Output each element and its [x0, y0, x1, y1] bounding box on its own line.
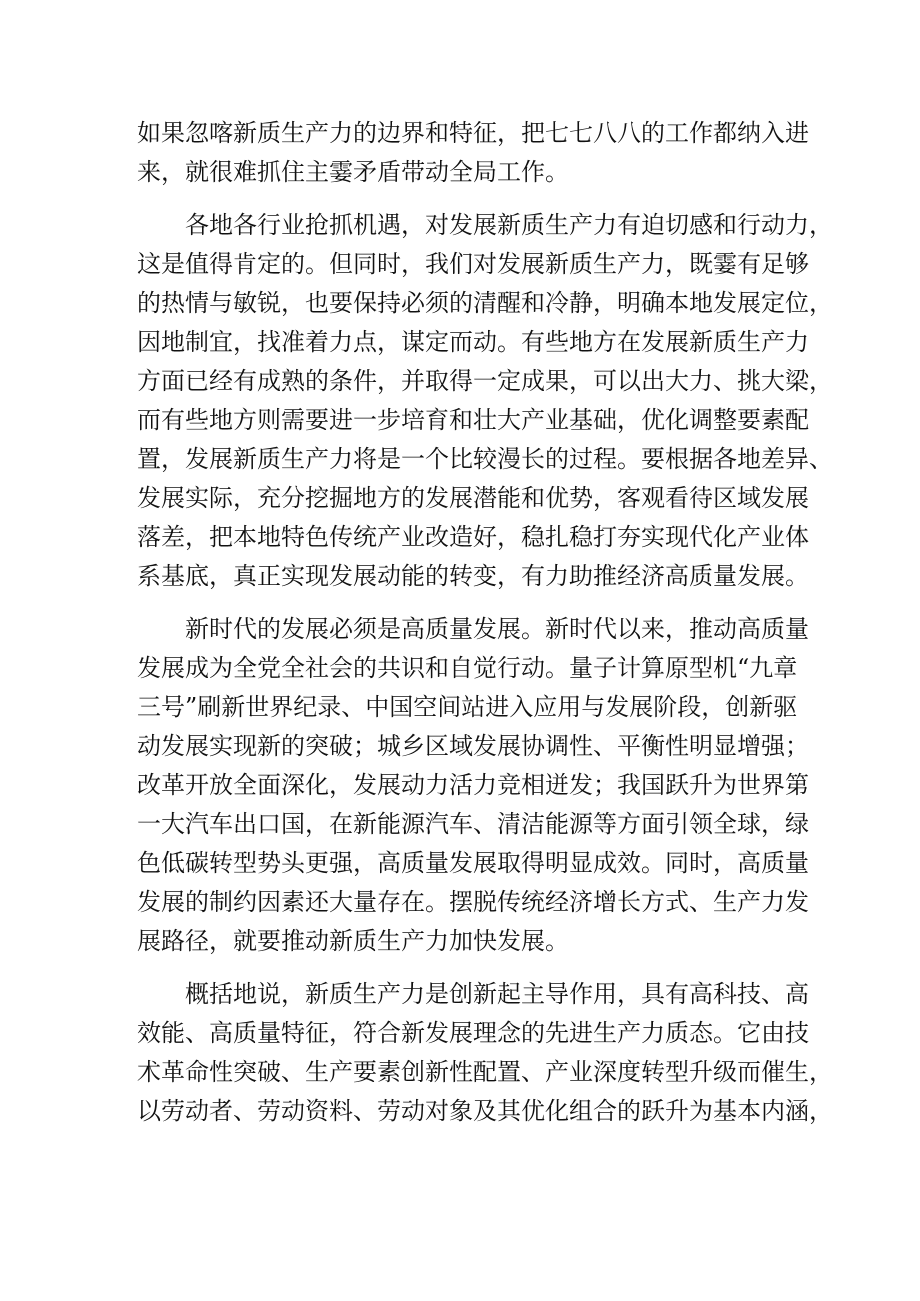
text-line: 方面已经有成熟的条件，并取得一定成果，可以出大力、挑大梁， [137, 367, 833, 395]
text-line: 术革命性突破、生产要素创新性配置、产业深度转型升级而催生， [137, 1058, 833, 1086]
text-line: 如果忽喀新质生产力的边界和特征，把七七八八的工作都纳入进 [137, 119, 809, 147]
text-line: 新时代的发展必须是高质量发展。新时代以来，推动高质量 [185, 615, 809, 643]
text-line: 落差，把本地特色传统产业改造好，稳扎稳打夯实现代化产业体 [137, 523, 809, 551]
text-line: 一大汽车出口国，在新能源汽车、清洁能源等方面引领全球，绿 [137, 810, 809, 838]
text-line: 发展实际，充分挖掘地方的发展潜能和优势，客观看待区域发展 [137, 484, 809, 512]
text-line: 系基底，真正实现发展动能的转变，有力助推经济高质量发展。 [137, 562, 809, 590]
text-line: 动发展实现新的突破；城乡区域发展协调性、平衡性明显增强； [137, 732, 809, 760]
text-line: 发展的制约因素还大量存在。摆脱传统经济增长方式、生产力发 [137, 888, 809, 916]
text-line: 以劳动者、劳动资料、劳动对象及其优化组合的跃升为基本内涵， [137, 1097, 833, 1125]
text-line: 展路径，就要推动新质生产力加快发展。 [137, 927, 569, 955]
text-line: 三号”刷新世界纪录、中国空间站进入应用与发展阶段，创新驱 [137, 693, 798, 721]
text-line: 色低碳转型势头更强，高质量发展取得明显成效。同时，高质量 [137, 849, 809, 877]
text-line: 效能、高质量特征，符合新发展理念的先进生产力质态。它由技 [137, 1019, 809, 1047]
text-line: 置，发展新质生产力将是一个比较漫长的过程。要根据各地差异、 [137, 445, 833, 473]
text-line: 来，就很难抓住主霎矛盾带动全局工作。 [137, 158, 569, 186]
text-line: 改革开放全面深化，发展动力活力竞相迸发；我国跃升为世界第 [137, 771, 809, 799]
text-line: 各地各行业抢抓机遇，对发展新质生产力有迫切感和行动力， [185, 211, 833, 239]
text-line: 这是值得肯定的。但同时，我们对发展新质生产力，既霎有足够 [137, 250, 809, 278]
text-line: 发展成为全党全社会的共识和自觉行动。量子计算原型机“九章 [137, 654, 798, 682]
text-line: 概括地说，新质生产力是创新起主导作用，具有高科技、高 [185, 980, 809, 1008]
text-line: 而有些地方则需要进一步培育和壮大产业基础，优化调整要素配 [137, 406, 809, 434]
text-line: 因地制宜，找准着力点，谋定而动。有些地方在发展新质生产力 [137, 328, 809, 356]
document-body [137, 114, 833, 1131]
text-line: 的热情与敏锐，也要保持必须的清醒和冷静，明确本地发展定位， [137, 289, 833, 317]
